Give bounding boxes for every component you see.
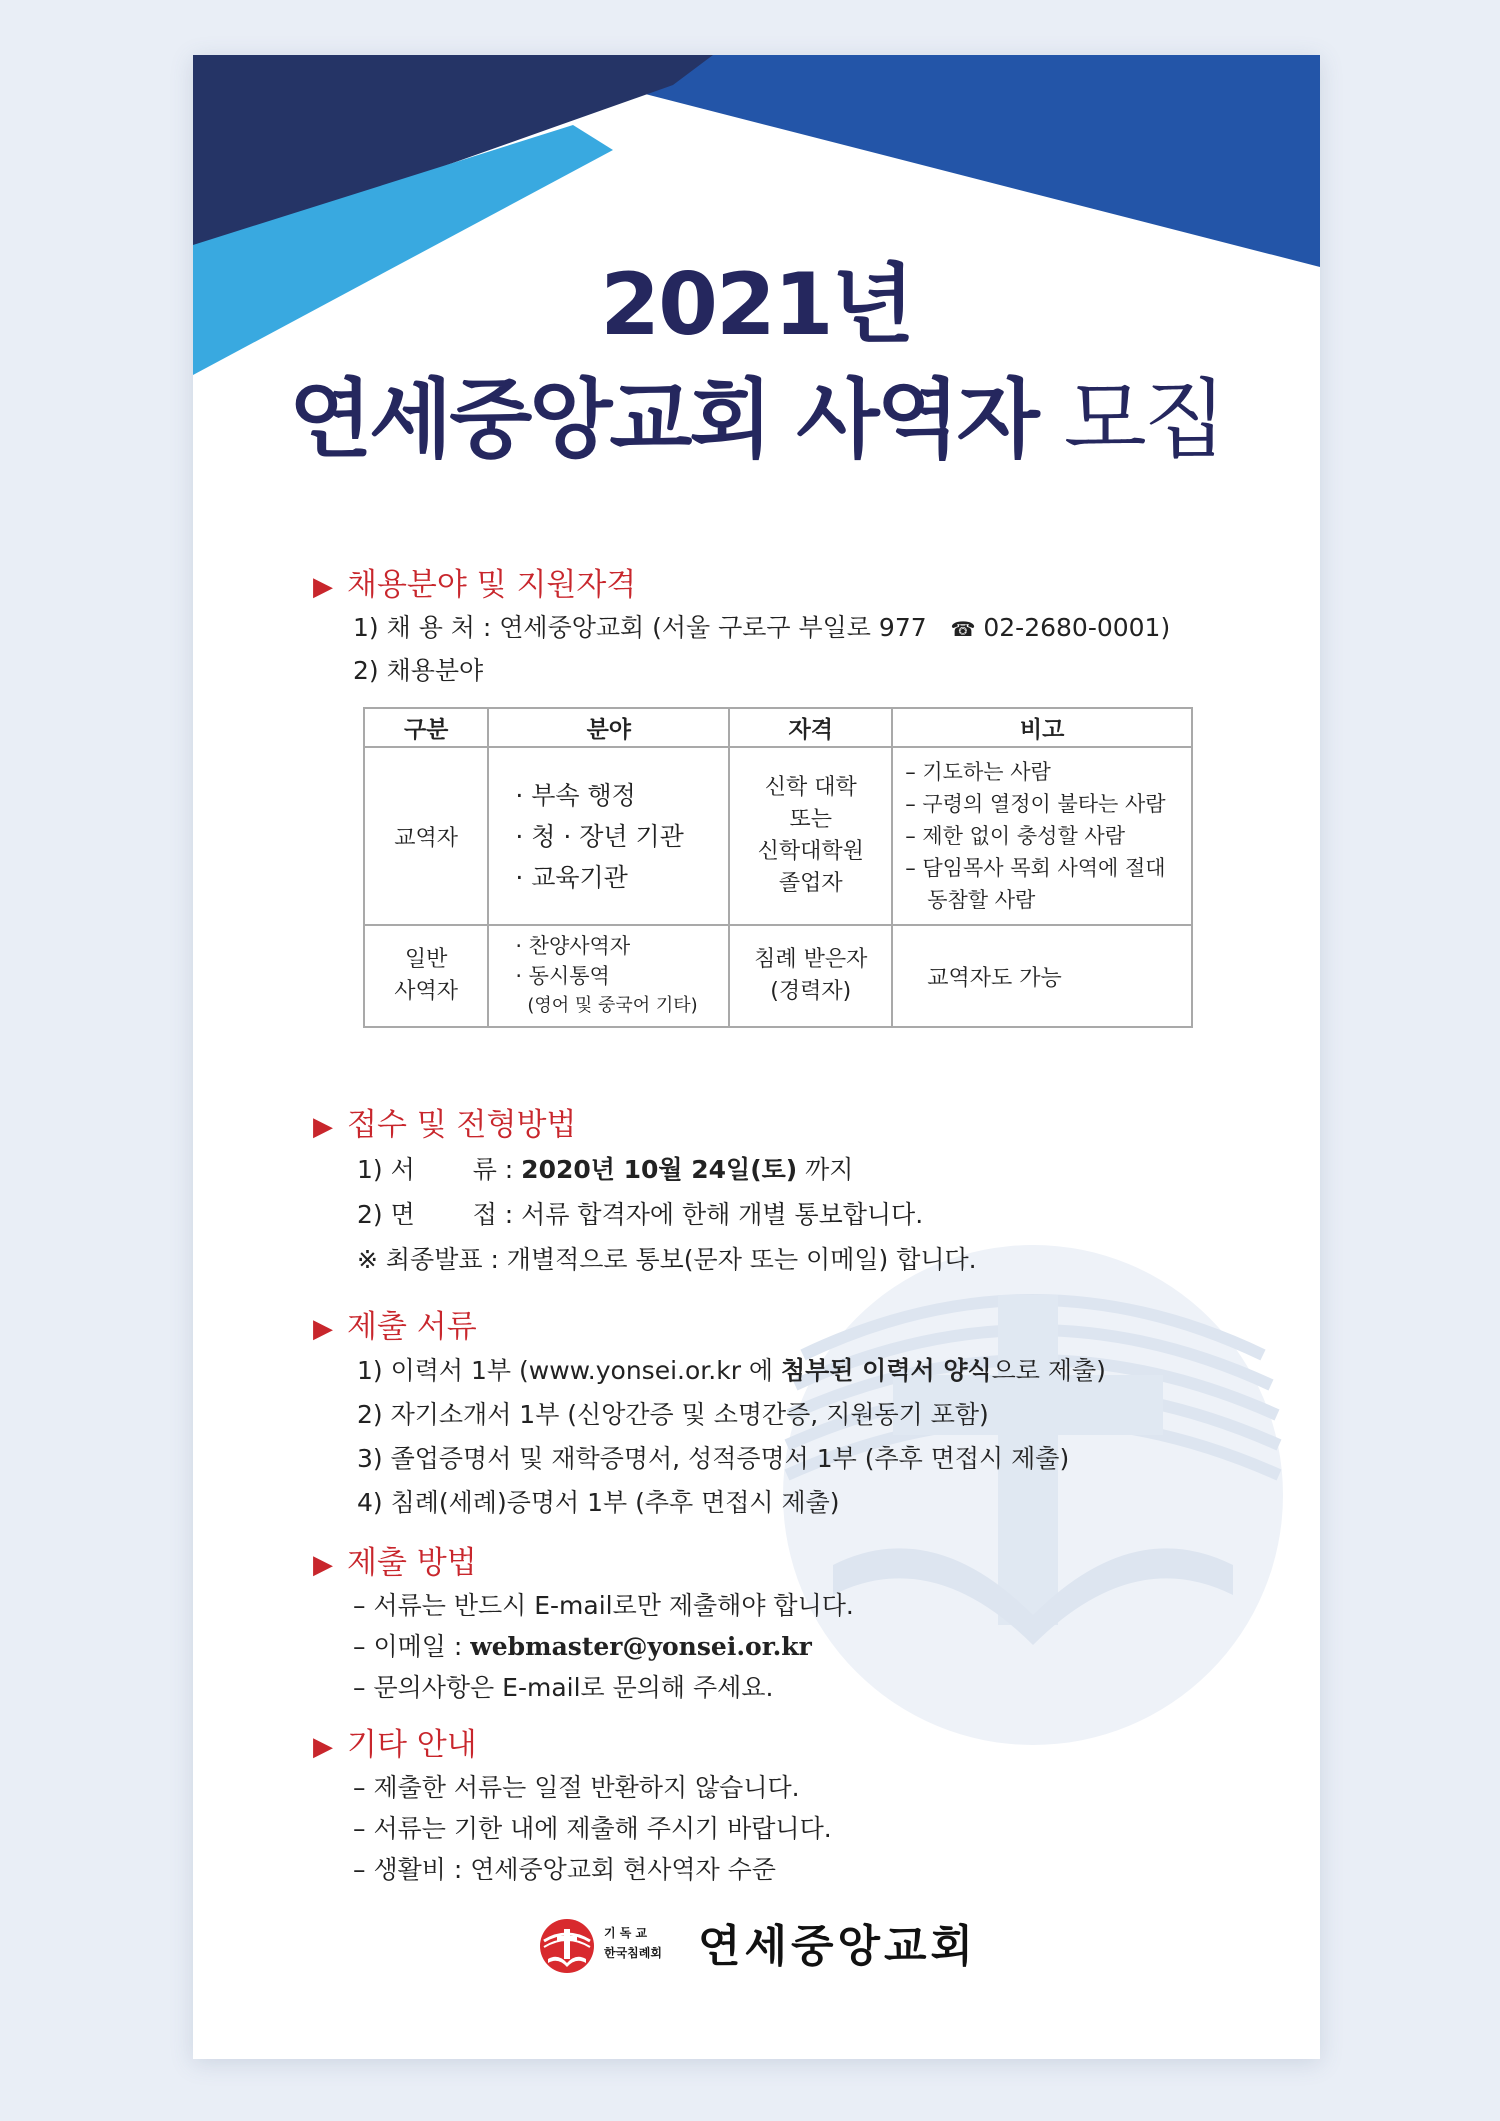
qualification-cell: 신학 대학 또는 신학대학원 졸업자 [729,747,892,925]
table-header: 비고 [892,708,1192,747]
logo-church-name: 연세중앙교회 [698,1921,978,1972]
field-line: 2) 채용분야 [353,656,484,685]
triangle-bullet-icon: ▶ [313,1314,333,1344]
church-logo [538,1917,988,1981]
title-year: 2021년 [600,255,913,355]
category-cell: 교역자 [364,747,488,925]
method-line: – 서류는 반드시 E-mail로만 제출해야 합니다. [353,1591,854,1620]
note-cell: – 기도하는 사람 – 구령의 열정이 불타는 사람 – 제한 없이 충성할 사람 – 담임목사 목회 사역에 절대 동참할 사람 [892,747,1192,925]
info-line: – 서류는 기한 내에 제출해 주시기 바랍니다. [353,1814,832,1843]
section-recruitment-field [313,565,1213,691]
info-line: – 제출한 서류는 일절 반환하지 않습니다. [353,1773,800,1802]
interview-line: 2) 면 접 : 서류 합격자에 한해 개별 통보합니다. [357,1200,924,1229]
info-line: – 생활비 : 연세중앙교회 현사역자 수준 [353,1855,776,1884]
title-main-light: 모집 [1063,370,1224,470]
section-heading: ▶ 제출 방법 [313,1543,1213,1585]
triangle-bullet-icon: ▶ [313,1550,333,1580]
document-item: 2) 자기소개서 1부 (신앙간증 및 소명간증, 지원동기 포함) [357,1400,989,1429]
triangle-bullet-icon: ▶ [313,1112,333,1142]
telephone-icon: ☎ [950,617,976,641]
section-documents [313,1307,1213,1525]
logo-denomination: 기 독 교 한국침례회 [604,1926,662,1960]
field-cell: · 부속 행정 · 청 · 장년 기관 · 교육기관 [488,747,729,925]
inquiry-line: – 문의사항은 E-mail로 문의해 주세요. [353,1673,774,1702]
final-announcement-line: ※ 최종발표 : 개별적으로 통보(문자 또는 이메일) 합니다. [357,1245,977,1274]
table-header: 구분 [364,708,488,747]
title-main [193,365,1320,475]
field-cell: · 찬양사역자 · 동시통역 (영어 및 중국어 기타) [488,925,729,1027]
document-item: 1) 이력서 1부 (www.yonsei.or.kr 에 첨부된 이력서 양식으로 제출) [357,1356,1106,1385]
deadline-line: 1) 서 류 : 2020년 10월 24일(토) 까지 [357,1155,854,1184]
employer-line: 1) 채 용 처 : 연세중앙교회 (서울 구로구 부일로 977 ☎ 02-2680-0001) [353,613,1171,642]
document-item: 4) 침례(세례)증명서 1부 (추후 면접시 제출) [357,1488,840,1517]
section-application-process [313,1105,1213,1282]
table-row [364,747,1192,925]
title-main-bold: 연세중앙교회 사역자 [289,370,1037,470]
qualification-cell: 침례 받은자 (경력자) [729,925,892,1027]
table-header: 자격 [729,708,892,747]
document-item: 3) 졸업증명서 및 재학증명서, 성적증명서 1부 (추후 면접시 제출) [357,1444,1070,1473]
triangle-bullet-icon: ▶ [313,1732,333,1762]
note-cell: 교역자도 가능 [892,925,1192,1027]
recruitment-poster [193,55,1320,2059]
section-heading: ▶ 제출 서류 [313,1307,1213,1349]
table-row [364,925,1192,1027]
email-address: webmaster@yonsei.or.kr [470,1632,812,1661]
triangle-bullet-icon: ▶ [313,572,333,602]
category-cell: 일반 사역자 [364,925,488,1027]
section-submission-method [313,1543,1213,1708]
section-heading: ▶ 기타 안내 [313,1725,1213,1767]
section-heading: ▶ 접수 및 전형방법 [313,1105,1213,1147]
job-fields-table [363,707,1193,1028]
section-other-info [313,1725,1213,1890]
poster-title [193,255,1320,475]
table-header-row [364,708,1192,747]
table-header: 분야 [488,708,729,747]
email-line: – 이메일 : webmaster@yonsei.or.kr [353,1632,812,1661]
section-heading: ▶ 채용분야 및 지원자격 [313,565,1213,607]
church-emblem-icon [538,1917,596,1975]
